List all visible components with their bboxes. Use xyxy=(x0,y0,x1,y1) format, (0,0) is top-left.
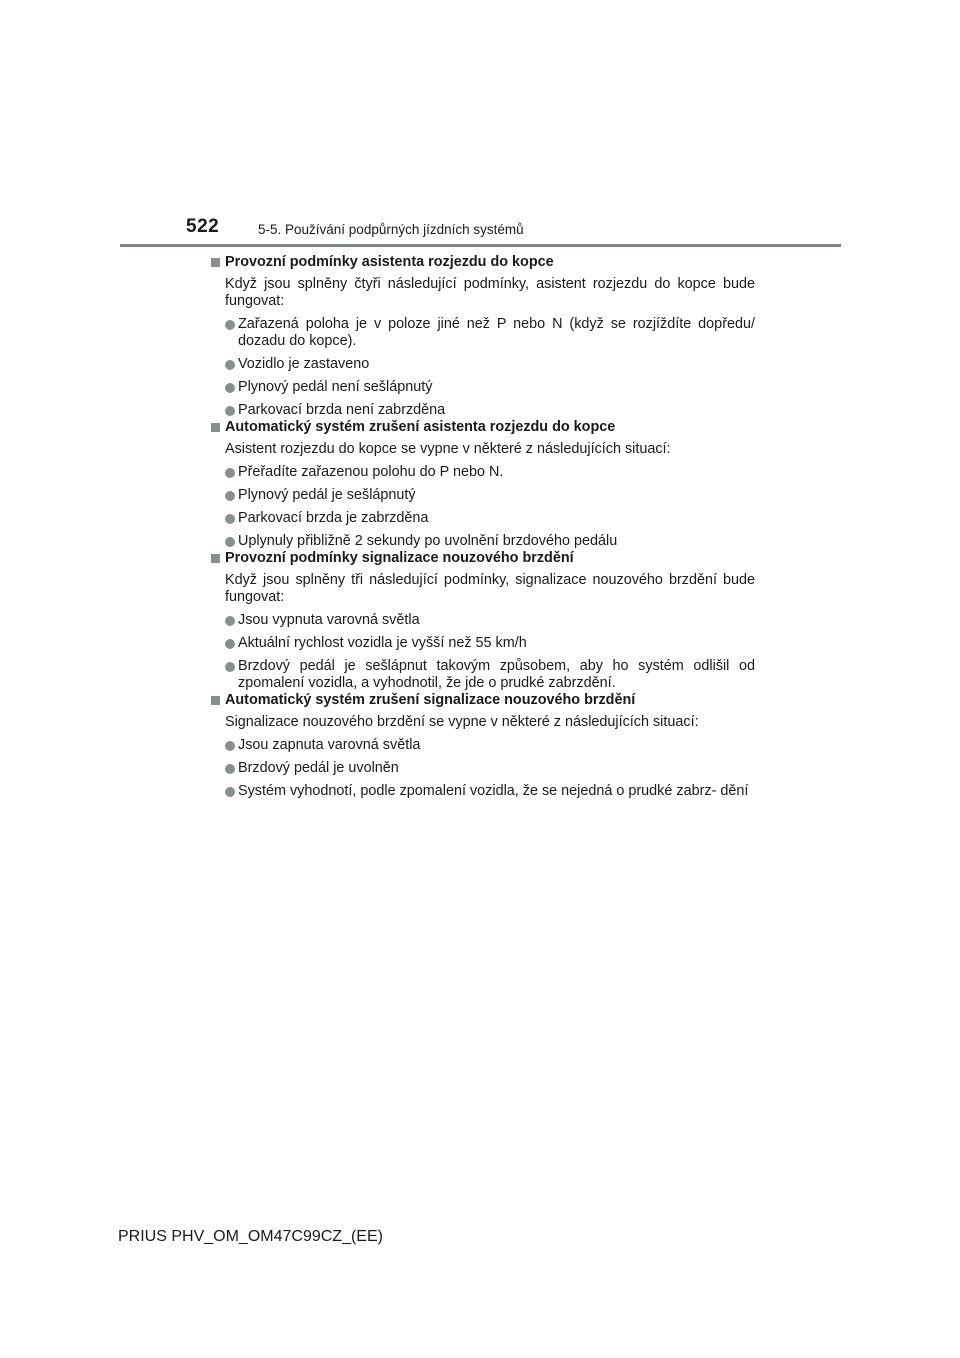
circle-bullet-icon xyxy=(225,741,235,751)
circle-bullet-icon xyxy=(225,406,235,416)
list-item xyxy=(210,612,755,629)
list-item xyxy=(210,635,755,652)
circle-bullet-icon xyxy=(225,360,235,370)
circle-bullet-icon xyxy=(225,639,235,649)
list-item xyxy=(210,464,755,481)
list-item xyxy=(210,316,755,350)
section-intro: Asistent rozjezdu do kopce se vypne v některé z následujících situací: xyxy=(225,441,671,457)
section-hill-start-cancel xyxy=(210,419,755,550)
circle-bullet-icon xyxy=(225,491,235,501)
list-item-text: Parkovací brzda je zabrzděna xyxy=(238,510,429,526)
circle-bullet-icon xyxy=(225,787,235,797)
section-title xyxy=(210,692,755,709)
list-item-text: Brzdový pedál je sešlápnut takovým způsobem, aby ho systém odlišil od zpomalení vozidla, a vyhodnotil, že jde o prudké zabrzdění. xyxy=(238,658,755,691)
section-title xyxy=(210,550,755,567)
list-item-text: Vozidlo je zastaveno xyxy=(238,356,370,372)
list-item xyxy=(210,533,755,550)
content xyxy=(210,254,755,800)
section-hill-start-conditions xyxy=(210,254,755,419)
circle-bullet-icon xyxy=(225,662,235,672)
square-bullet-icon xyxy=(211,696,220,705)
circle-bullet-icon xyxy=(225,616,235,626)
square-bullet-icon xyxy=(211,554,220,563)
circle-bullet-icon xyxy=(225,320,235,330)
circle-bullet-icon xyxy=(225,764,235,774)
section-emergency-brake-cancel xyxy=(210,692,755,800)
list-item xyxy=(210,379,755,396)
list-item xyxy=(210,783,755,800)
list-item-text: Zařazená poloha je v poloze jiné než P nebo N (když se rozjíždíte dopředu/ dozadu do kopce). xyxy=(238,316,755,349)
circle-bullet-icon xyxy=(225,383,235,393)
section-intro: Když jsou splněny čtyři následující podmínky, asistent rozjezdu do kopce bude fungovat: xyxy=(225,276,755,309)
list-item xyxy=(210,356,755,373)
section-title xyxy=(210,254,755,271)
section-intro: Signalizace nouzového brzdění se vypne v některé z následujících situací: xyxy=(225,714,699,730)
section-title xyxy=(210,419,755,436)
list-item-text: Parkovací brzda není zabrzděna xyxy=(238,402,446,418)
chapter-title: 5-5. Používání podpůrných jízdních systémů xyxy=(258,222,524,237)
section-intro: Když jsou splněny tři následující podmínky, signalizace nouzového brzdění bude fungovat: xyxy=(225,572,755,605)
list-item-text: Systém vyhodnotí, podle zpomalení vozidla, že se nejedná o prudké zabrz- dění xyxy=(238,783,749,799)
section-title-text: Automatický systém zrušení signalizace nouzového brzdění xyxy=(225,692,636,708)
section-title-text: Provozní podmínky asistenta rozjezdu do kopce xyxy=(225,254,554,270)
list-item-text: Uplynuly přibližně 2 sekundy po uvolnění brzdového pedálu xyxy=(238,533,618,549)
square-bullet-icon xyxy=(211,258,220,267)
footer-document-code: PRIUS PHV_OM_OM47C99CZ_(EE) xyxy=(118,1228,383,1245)
list-item-text: Brzdový pedál je uvolněn xyxy=(238,760,399,776)
list-item-text: Plynový pedál není sešlápnutý xyxy=(238,379,433,395)
circle-bullet-icon xyxy=(225,468,235,478)
section-title-text: Automatický systém zrušení asistenta rozjezdu do kopce xyxy=(225,419,616,435)
list-item xyxy=(210,402,755,419)
list-item xyxy=(210,737,755,754)
section-emergency-brake-conditions xyxy=(210,550,755,692)
page-number: 522 xyxy=(186,216,220,237)
section-title-text: Provozní podmínky signalizace nouzového brzdění xyxy=(225,550,574,566)
header-rule xyxy=(120,244,841,247)
list-item xyxy=(210,658,755,692)
circle-bullet-icon xyxy=(225,537,235,547)
circle-bullet-icon xyxy=(225,514,235,524)
list-item-text: Jsou vypnuta varovná světla xyxy=(238,612,420,628)
square-bullet-icon xyxy=(211,423,220,432)
list-item xyxy=(210,510,755,527)
list-item xyxy=(210,487,755,504)
list-item-text: Přeřadíte zařazenou polohu do P nebo N. xyxy=(238,464,504,480)
list-item-text: Aktuální rychlost vozidla je vyšší než 55 km/h xyxy=(238,635,527,651)
list-item-text: Plynový pedál je sešlápnutý xyxy=(238,487,416,503)
list-item xyxy=(210,760,755,777)
list-item-text: Jsou zapnuta varovná světla xyxy=(238,737,421,753)
